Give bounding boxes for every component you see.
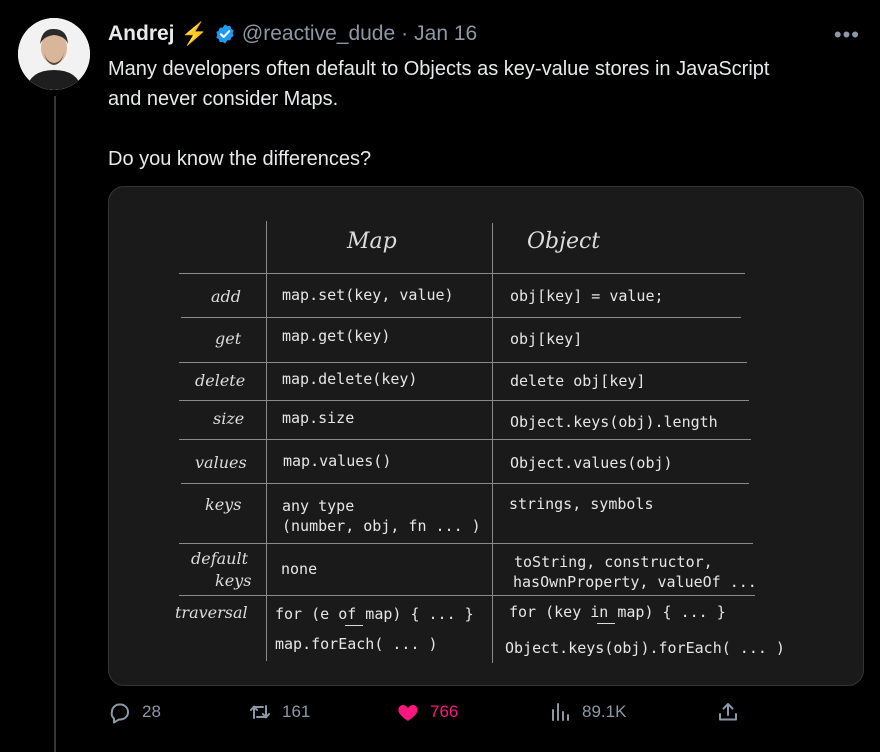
row-label: keys	[205, 495, 242, 514]
retweet-button[interactable]	[248, 700, 310, 724]
row-label: keys	[215, 571, 252, 590]
map-cell: map.forEach( ... )	[275, 635, 438, 653]
separator-dot: ·	[401, 22, 409, 45]
object-cell: obj[key] = value;	[510, 287, 664, 305]
table-divider	[492, 223, 493, 663]
tweet-text-line: and never consider Maps.	[108, 88, 339, 110]
tweet-actions	[108, 700, 848, 736]
object-cell: for (key in map) { ... }	[509, 603, 726, 621]
tweet-text	[108, 54, 858, 174]
tweet-text-line: Many developers often default to Objects as key-value stores in JavaScript	[108, 58, 770, 80]
map-cell: map.size	[282, 409, 355, 427]
retweet-icon	[248, 700, 272, 724]
object-cell: strings, symbols	[509, 495, 654, 513]
more-options-icon[interactable]: •••	[833, 22, 860, 47]
verified-badge-icon[interactable]	[214, 23, 236, 45]
map-cell: map.values()	[283, 452, 392, 470]
underline-mark	[345, 625, 363, 626]
underline-mark	[597, 623, 615, 624]
views-count: 89.1K	[582, 702, 627, 721]
object-cell: delete obj[key]	[510, 372, 646, 390]
column-header-map: Map	[347, 229, 397, 254]
avatar-image	[18, 18, 90, 90]
author-handle[interactable]: @reactive_dude	[241, 22, 396, 45]
map-cell: map.delete(key)	[282, 370, 418, 388]
row-label: traversal	[175, 603, 248, 622]
row-label: default	[191, 549, 249, 568]
tweet-text-line: Do you know the differences?	[108, 148, 372, 170]
row-label: delete	[195, 371, 246, 390]
author-name[interactable]: Andrej	[108, 22, 175, 45]
table-divider	[179, 273, 745, 274]
reply-icon	[108, 700, 132, 724]
object-cell: hasOwnProperty, valueOf ...	[513, 573, 757, 591]
map-cell: any type	[282, 497, 355, 515]
lightning-emoji: ⚡	[180, 21, 208, 46]
table-divider	[181, 483, 749, 484]
map-cell: (number, obj, fn ... )	[282, 517, 481, 535]
like-count: 766	[430, 702, 459, 721]
thread-line	[54, 96, 56, 752]
table-divider	[179, 595, 755, 596]
row-label: add	[211, 287, 242, 306]
tweet-header	[108, 20, 477, 48]
map-cell: map.set(key, value)	[282, 286, 454, 304]
attached-image-card[interactable]	[108, 186, 864, 686]
views-button[interactable]	[548, 700, 626, 724]
map-cell: none	[281, 560, 318, 578]
reply-count: 28	[142, 702, 161, 721]
table-divider	[179, 439, 751, 440]
reply-button[interactable]	[108, 700, 161, 724]
table-divider	[179, 400, 749, 401]
share-button[interactable]	[716, 700, 740, 724]
views-icon	[548, 700, 572, 724]
heart-icon	[396, 700, 420, 724]
like-button[interactable]	[396, 700, 458, 724]
object-cell: toString, constructor,	[514, 553, 713, 571]
row-label: get	[215, 329, 242, 348]
table-divider	[181, 317, 741, 318]
avatar[interactable]	[18, 18, 90, 90]
table-divider	[179, 362, 747, 363]
share-icon	[716, 700, 740, 724]
map-cell: map.get(key)	[282, 327, 391, 345]
retweet-count: 161	[282, 702, 311, 721]
column-header-object: Object	[527, 229, 601, 254]
tweet-date[interactable]: Jan 16	[414, 22, 478, 45]
map-cell: for (e of map) { ... }	[275, 605, 474, 623]
row-label: values	[195, 453, 247, 472]
object-cell: Object.values(obj)	[510, 454, 673, 472]
table-divider	[179, 543, 753, 544]
object-cell: Object.keys(obj).length	[510, 413, 718, 431]
object-cell: obj[key]	[510, 330, 583, 348]
object-cell: Object.keys(obj).forEach( ... )	[505, 639, 785, 657]
row-label: size	[213, 409, 245, 428]
